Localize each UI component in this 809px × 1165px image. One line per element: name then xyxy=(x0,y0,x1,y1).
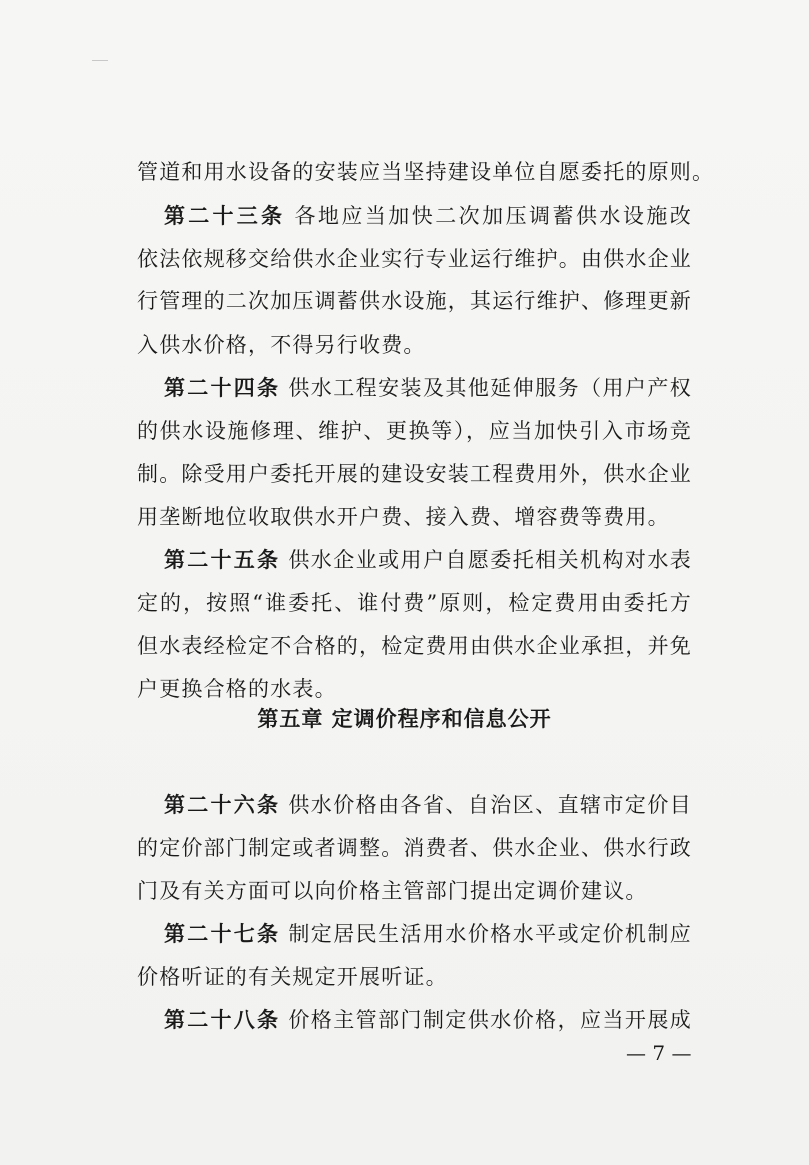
text-line: 第二十三条 各地应当加快二次加压调蓄供水设施改 xyxy=(164,204,692,228)
chapter-title: 第五章 定调价程序和信息公开 xyxy=(257,707,552,731)
text-line: 行管理的二次加压调蓄供水设施，其运行维护、修理更新 xyxy=(137,289,692,313)
text-line: 管道和用水设备的安装应当坚持建设单位自愿委托的原则。 xyxy=(137,160,715,184)
text-line: 的供水设施修理、维护、更换等），应当加快引入市场竞 xyxy=(137,419,692,443)
text-line: 第二十七条 制定居民生活用水价格水平或定价机制应 xyxy=(164,922,692,946)
article-number: 第二十四条 xyxy=(164,376,281,400)
text-line: 入供水价格，不得另行收费。 xyxy=(137,333,426,357)
article-number: 第二十三条 xyxy=(164,204,286,228)
text-line: 第二十六条 供水价格由各省、自治区、直辖市定价目 xyxy=(164,793,692,817)
text-line: 第二十五条 供水企业或用户自愿委托相关机构对水表 xyxy=(164,548,692,572)
article-number: 第二十八条 xyxy=(164,1008,281,1032)
text-line: 用垄断地位收取供水开户费、接入费、增容费等费用。 xyxy=(137,505,670,529)
article-number: 第二十六条 xyxy=(164,793,281,817)
article-number: 第二十五条 xyxy=(164,548,281,572)
text-line: 第二十八条 价格主管部门制定供水价格，应当开展成 xyxy=(164,1008,692,1032)
text-line: 制。除受用户委托开展的建设安装工程费用外，供水企业 xyxy=(137,462,692,486)
article-number: 第二十七条 xyxy=(164,922,281,946)
text-line: 但水表经检定不合格的，检定费用由供水企业承担，并免 xyxy=(137,634,692,658)
text-line: 定的，按照“谁委托、谁付费”原则，检定费用由委托方 xyxy=(137,591,692,615)
text-line: 第二十四条 供水工程安装及其他延伸服务（用户产权 xyxy=(164,376,692,400)
text-line: 依法依规移交给供水企业实行专业运行维护。由供水企业 xyxy=(137,247,692,271)
text-line: 的定价部门制定或者调整。消费者、供水企业、供水行政 xyxy=(137,836,692,860)
scan-mark xyxy=(92,60,108,61)
text-line: 价格听证的有关规定开展听证。 xyxy=(137,965,448,989)
text-line: 门及有关方面可以向价格主管部门提出定调价建议。 xyxy=(137,879,648,903)
text-line: 户更换合格的水表。 xyxy=(137,677,337,701)
page-number: — 7 — xyxy=(626,1041,692,1065)
